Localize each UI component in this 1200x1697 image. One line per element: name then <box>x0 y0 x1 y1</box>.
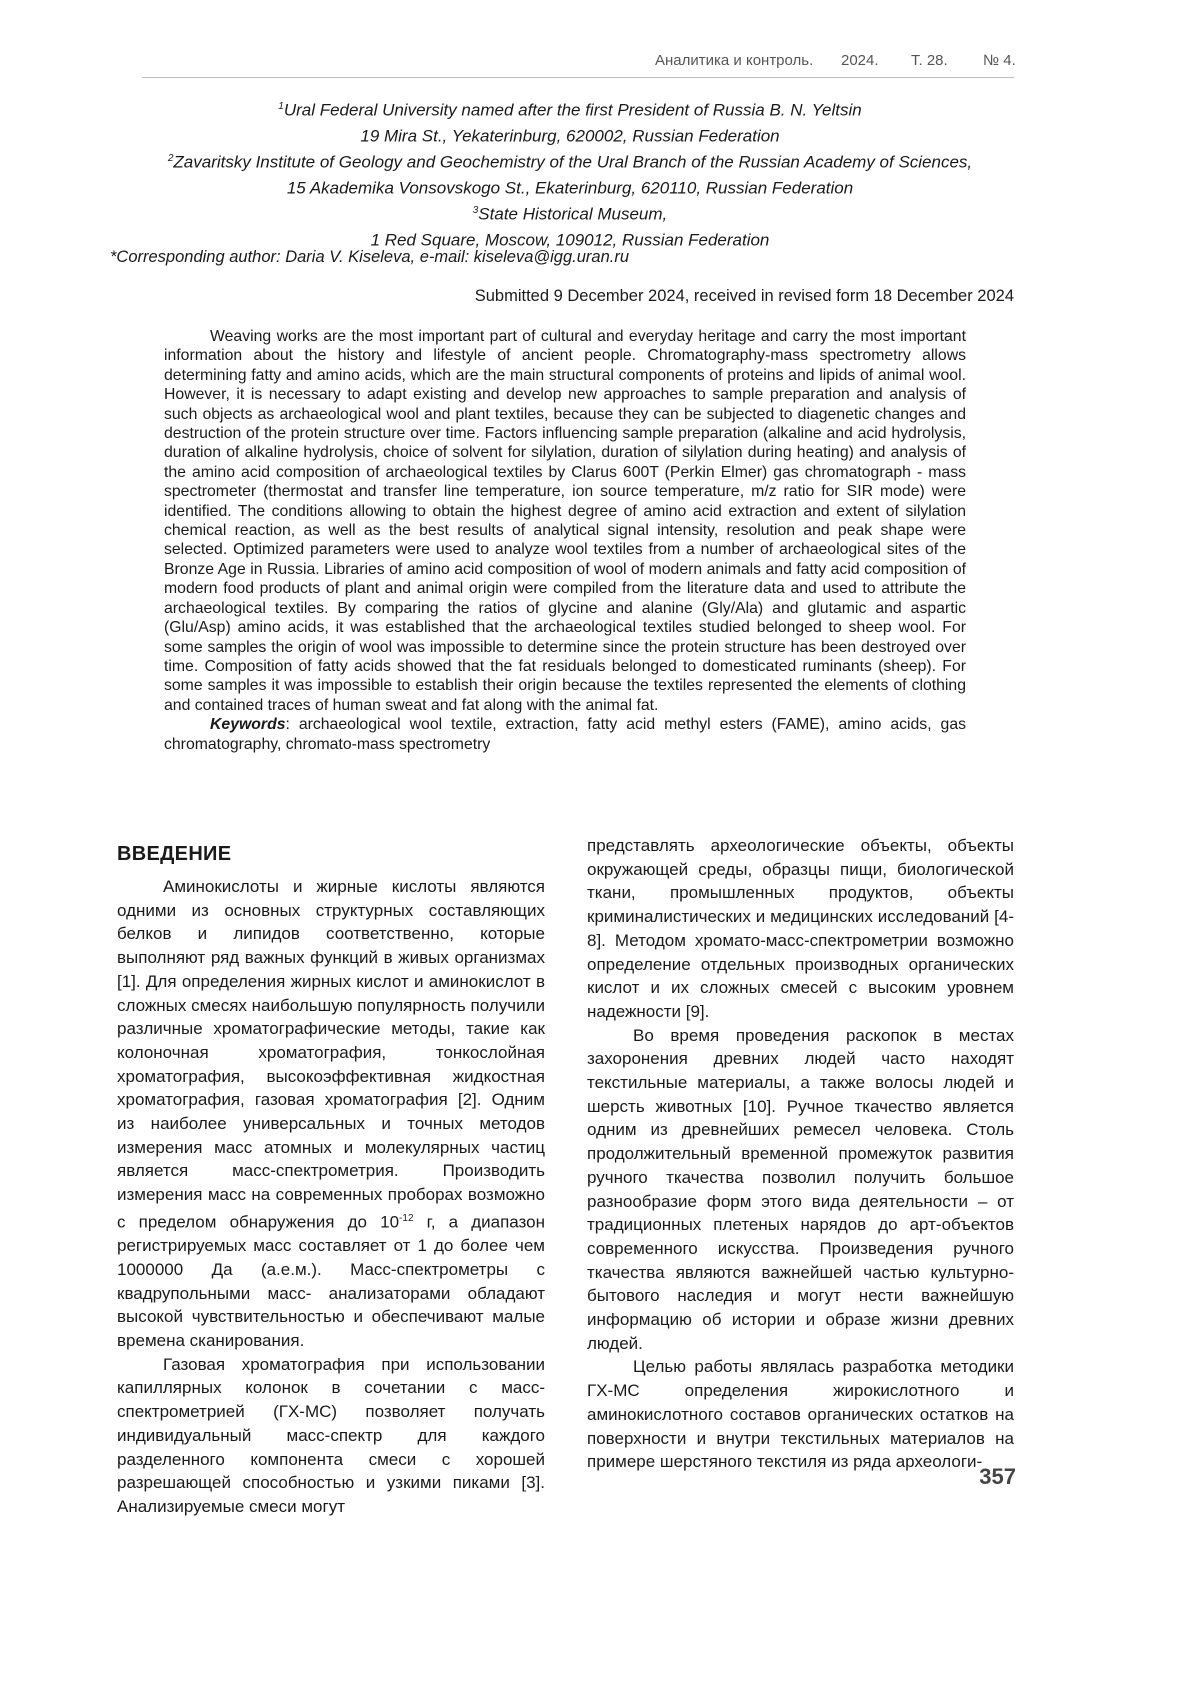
header-divider <box>142 77 1014 78</box>
affiliation-marker: 3 <box>472 205 479 217</box>
abstract <box>164 327 966 754</box>
affiliation-marker: 1 <box>278 101 284 112</box>
submission-dates: Submitted 9 December 2024, received in revised form 18 December 2024 <box>474 287 1014 305</box>
body-paragraph: представлять археологические объекты, объекты окружающей среды, образцы пищи, биологической ткани, промышленных продуктов, объекты криминалистических и медицинских исследований [4-8]. Методом хромато-масс-спектрометрии возможно определение отдельных производных органических кислот и их сложных смесей с высоким уровнем надежности [9]. <box>587 836 1014 1021</box>
paragraph-text: г, а диапазон регистрируемых масс составляет от 1 до более чем 1000000 Да (а.е.м.). Масс-спектрометры с квадрупольными масс- анализаторами обладают высокой чувствительностью и обеспечивают малые времена сканирования. <box>117 1212 545 1351</box>
paragraph-text: Аминокислоты и жирные кислоты являются одними из основных структурных составляющих белков и липидов соответственно, которые выполняют ряд важных функций в живых организмах [1]. Для определения жирных кислот и аминокислот в сложных смесях наибольшую популярность получили различные хроматографические методы, такие как колоночная хроматография, тонкослойная хроматография, высокоэффективная жидкостная хроматография, газовая хроматография [2]. Одним из наиболее универсальных и точных методов измерения масс атомных и молекулярных частиц является масс-спектрометрия. Производить измерения масс на современных проборах возможно с пределом обнаружения до 10 <box>117 877 545 1232</box>
affiliation-text: 15 Akademika Vonsovskogo St., Ekaterinburg, 620110, Russian Federation <box>286 178 854 198</box>
affiliation-line <box>120 96 1020 122</box>
affiliation-line <box>120 148 1020 174</box>
affiliation-marker: 2 <box>167 153 174 165</box>
affiliation-line <box>120 174 1020 200</box>
keywords-label: Keywords <box>210 716 286 734</box>
exponent: -12 <box>399 1212 414 1224</box>
page-number: 357 <box>979 1464 1016 1489</box>
body-paragraph <box>117 875 545 1353</box>
journal-volume: Т. 28. <box>911 52 948 69</box>
abstract-text: Weaving works are the most important part of cultural and everyday heritage and carry the most important information about the history and lifestyle of ancient people. Chromatography-mass spectrometry allows determining fatty and amino acids, which are the main structural components of proteins and lipids of animal wool. However, it is necessary to adapt existing and develop new approaches to sample preparation and analysis of such objects as archaeological wool and plant textiles, because they can be subjected to diagenetic changes and destruction of the protein structure over time. Factors influencing sample preparation (alkaline and acid hydrolysis, duration of alkaline hydrolysis, choice of solvent for silylation, duration of silylation during heating) and analysis of the amino acid composition of archaeological textiles by Clarus 600T (Perkin Elmer) gas chromatograph - mass spectrometer (thermostat and transfer line temperature, ion source temperature, m/z ratio for SIR mode) were identified. The conditions allowing to obtain the highest degree of amino acid extraction and extent of silylation chemical reaction, as well as the best results of analytical signal intensity, resolution and peak shape were selected. Optimized parameters were used to analyze wool textiles from a number of archaeological sites of the Bronze Age in Russia. Libraries of amino acid composition of wool of modern animals and fatty acid composition of modern food products of plant and animal origin were compiled from the literature data and used to attribute the archaeological textiles. By comparing the ratios of glycine and alanine (Gly/Ala) and glutamic and aspartic (Glu/Asp) amino acids, it was established that the archaeological textiles studied belonged to sheep wool. For some samples the origin of wool was impossible to determine since the protein structure has been destroyed over time. Composition of fatty acids showed that the fat residuals belonged to domesticated ruminants (sheep). For some samples it was impossible to establish their origin because the textiles represented the elements of clothing and contained traces of human sweat and fat along with the animal fat. <box>164 328 966 714</box>
right-column <box>587 834 1014 1474</box>
affiliations-block <box>120 96 1020 252</box>
affiliation-text: Zavaritsky Institute of Geology and Geochemistry of the Ural Branch of the Russian Academy of Sciences, <box>173 152 973 172</box>
affiliation-text: 1 Red Square, Moscow, 109012, Russian Federation <box>370 230 770 250</box>
affiliation-text: Ural Federal University named after the first President of Russia B. N. Yeltsin <box>283 100 862 120</box>
affiliation-line <box>120 200 1020 226</box>
journal-title: Аналитика и контроль. <box>655 52 814 69</box>
affiliation-line <box>120 122 1020 148</box>
section-heading: ВВЕДЕНИЕ <box>117 843 232 865</box>
body-paragraph: Целью работы являлась разработка методики ГХ-МС определения жирокислотного и аминокислотного составов органических остатков на поверхности и внутри текстильных материалов на примере шерстяного текстиля из ряда археологи- <box>587 1357 1014 1472</box>
journal-issue: № 4. <box>983 52 1016 69</box>
left-column <box>117 875 545 1519</box>
body-paragraph: Во время проведения раскопок в местах захоронения древних людей часто находят текстильные материалы, а также волосы людей и шерсть животных [10]. Ручное ткачество является одним из древнейших ремесел человека. Столь продолжительный временной промежуток развития ручного ткачества позволил получить большое разнообразие форм этого вида деятельности – от традиционных плетеных нарядов до арт-объектов современного искусства. Произведения ручного ткачества являются важнейшей частью культурно-бытового наследия и могут нести важнейшую информацию об истории и образе жизни древних людей. <box>587 1025 1014 1353</box>
affiliation-text: 19 Mira St., Yekaterinburg, 620002, Russian Federation <box>360 126 780 146</box>
keywords <box>164 715 966 754</box>
affiliation-text: State Historical Museum, <box>478 204 668 224</box>
body-paragraph: Газовая хроматография при использовании капиллярных колонок в сочетании с масс-спектрометрией (ГХ-МС) позволяет получать индивидуальный масс-спектр для каждого разделенного компонента смеси с хорошей разрешающей способностью и узкими пиками [3]. Анализируемые смеси могут <box>117 1354 545 1516</box>
journal-year: 2024. <box>841 52 879 69</box>
keywords-list: : archaeological wool textile, extraction, fatty acid methyl esters (FAME), amino acids, gas chromatography, chromato-mass spectrometry <box>164 716 966 753</box>
corresponding-author: *Corresponding author: Daria V. Kiseleva, e-mail: kiseleva@igg.uran.ru <box>110 248 630 266</box>
